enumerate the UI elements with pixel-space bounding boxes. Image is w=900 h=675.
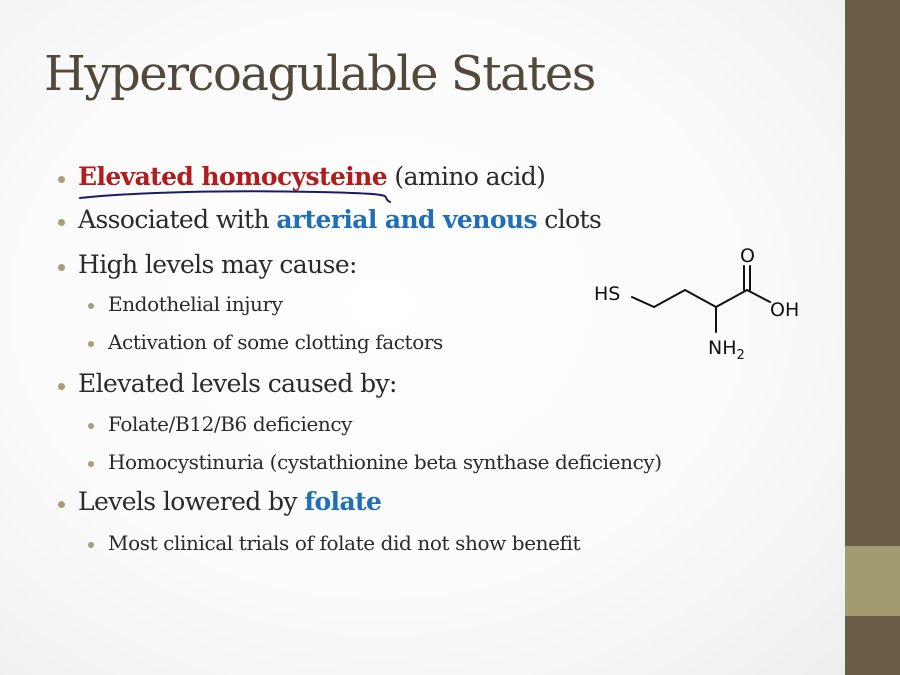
- sidebar-decoration-top: [845, 0, 900, 546]
- slide-title: Hypercoagulable States: [44, 46, 595, 102]
- bullet-dot: [58, 264, 65, 271]
- label-thiol: HS: [594, 283, 621, 305]
- pen-underline-annotation: [78, 186, 398, 210]
- sub-bullet-dot: [88, 461, 94, 467]
- bullet-dot: [58, 383, 65, 390]
- bond-s-c1: [632, 297, 654, 307]
- bond-c1-c2: [654, 290, 685, 307]
- bond-c-oh: [747, 290, 770, 302]
- sub-bullet-homocystinuria: Homocystinuria (cystathionine beta synthase deficiency): [108, 450, 662, 474]
- label-carbonyl-o: O: [740, 245, 755, 267]
- bullet-prefix: Levels lowered by: [78, 487, 305, 516]
- sidebar-decoration-accent: [845, 546, 900, 616]
- bullet-dot: [58, 219, 65, 226]
- highlight-homocysteine: Elevated homocysteine: [78, 162, 388, 191]
- highlight-arterial-venous: arterial and venous: [276, 205, 537, 234]
- sub-bullet-dot: [88, 341, 94, 347]
- sub-bullet-activation-clotting: Activation of some clotting factors: [108, 330, 443, 354]
- sidebar-decoration-bottom: [845, 616, 900, 675]
- sub-bullet-dot: [88, 542, 94, 548]
- sub-bullet-dot: [88, 423, 94, 429]
- bond-c2-c3: [685, 290, 716, 307]
- bullet-elevated-caused-by: Elevated levels caused by:: [78, 369, 397, 398]
- sub-bullet-folate-deficiency: Folate/B12/B6 deficiency: [108, 412, 353, 436]
- bullet-dot: [58, 501, 65, 508]
- sub-bullet-dot: [88, 303, 94, 309]
- label-amine: $NH_2$: [708, 337, 745, 363]
- bullet-suffix: clots: [536, 205, 602, 234]
- bullet-high-levels: High levels may cause:: [78, 250, 357, 279]
- sub-bullet-endothelial-injury: Endothelial injury: [108, 292, 283, 316]
- bullet-prefix: Associated with: [78, 205, 277, 234]
- homocysteine-structure: [590, 240, 820, 370]
- highlight-folate: folate: [304, 487, 382, 516]
- label-amine-subscript: 2: [736, 348, 745, 363]
- bond-c3-c4: [716, 290, 747, 307]
- bullet-levels-lowered: [78, 487, 381, 516]
- bullet-suffix: (amino acid): [387, 162, 546, 191]
- label-hydroxyl: OH: [770, 299, 800, 321]
- bullet-dot: [58, 176, 65, 183]
- sub-bullet-clinical-trials: Most clinical trials of folate did not show benefit: [108, 531, 581, 555]
